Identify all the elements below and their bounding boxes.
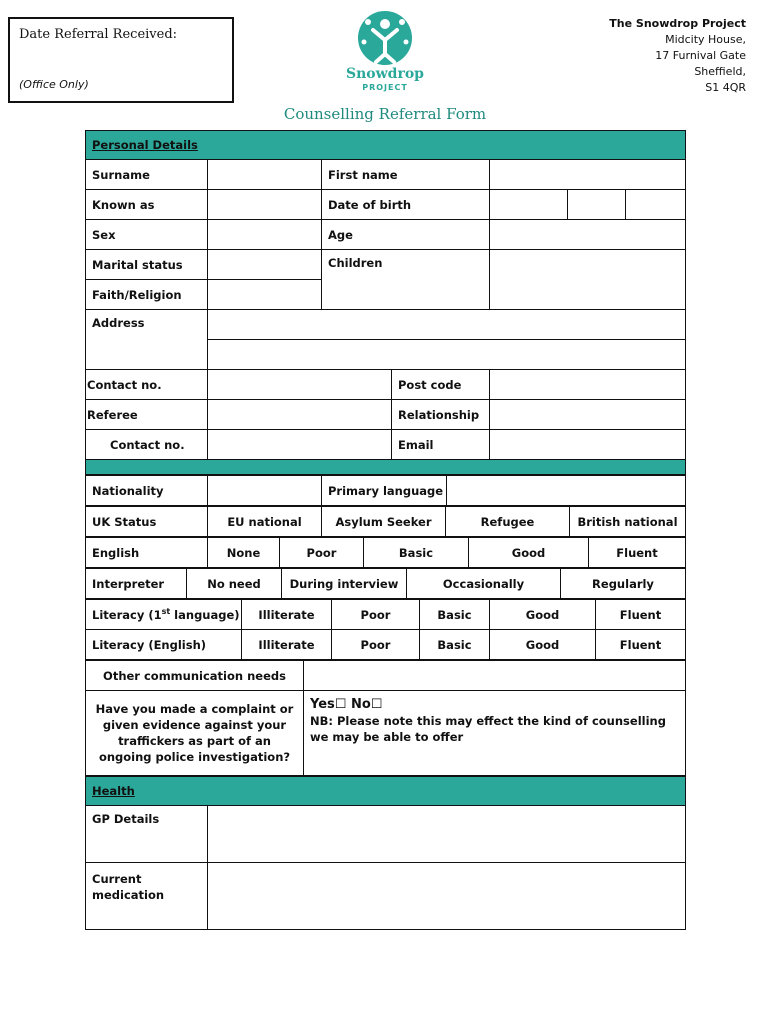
address-line: Sheffield, [694, 65, 746, 78]
referral-form [85, 130, 685, 930]
interpreter-option-no-need[interactable]: No need [187, 569, 282, 599]
interpreter-option-during[interactable]: During interview [282, 569, 407, 599]
uk-option-british[interactable]: British national [570, 507, 686, 537]
interpreter-option-regularly[interactable]: Regularly [561, 569, 686, 599]
children-label: Children [322, 250, 490, 310]
age-field[interactable] [490, 220, 686, 250]
sex-field[interactable] [208, 220, 322, 250]
uk-option-refugee[interactable]: Refugee [446, 507, 570, 537]
address-label: Address [86, 310, 208, 370]
uk-option-eu[interactable]: EU national [208, 507, 322, 537]
relationship-label: Relationship [392, 400, 490, 430]
known-as-label: Known as [86, 190, 208, 220]
surname-field[interactable] [208, 160, 322, 190]
postcode-label: Post code [392, 370, 490, 400]
literacy-english-option-illiterate[interactable]: Illiterate [242, 630, 332, 660]
complaint-question: Have you made a complaint or given evidence against your traffickers as part of an ongoing police investigation? [86, 691, 304, 776]
literacy-english-option-basic[interactable]: Basic [420, 630, 490, 660]
gp-details-label: GP Details [86, 806, 208, 863]
gp-details-field[interactable] [208, 806, 686, 863]
primary-language-label: Primary language [322, 476, 447, 506]
other-needs-label: Other communication needs [86, 661, 304, 691]
surname-label: Surname [86, 160, 208, 190]
english-table [85, 537, 686, 568]
communication-table [85, 660, 686, 776]
relationship-field[interactable] [490, 400, 686, 430]
first-name-field[interactable] [490, 160, 686, 190]
english-option-none[interactable]: None [208, 538, 280, 568]
email-field[interactable] [490, 430, 686, 460]
current-medication-label: Current medication [86, 863, 208, 930]
interpreter-option-occasionally[interactable]: Occasionally [407, 569, 561, 599]
dob-month-field[interactable] [568, 190, 626, 220]
yes-no-checkboxes[interactable]: Yes☐ No☐ [310, 697, 383, 712]
literacy-table [85, 599, 686, 660]
primary-language-field[interactable] [447, 476, 686, 506]
literacy-first-option-illiterate[interactable]: Illiterate [242, 600, 332, 630]
english-option-good[interactable]: Good [469, 538, 589, 568]
address-field-line2[interactable] [208, 340, 686, 370]
section-header-personal: Personal Details [86, 131, 686, 160]
org-address [609, 16, 746, 96]
address-field-line1[interactable] [208, 310, 686, 340]
interpreter-label: Interpreter [86, 569, 187, 599]
referee-contact-label: Contact no. [86, 430, 208, 460]
nationality-table [85, 475, 686, 506]
literacy-english-option-good[interactable]: Good [490, 630, 596, 660]
health-table [85, 776, 686, 930]
office-only-note: (Office Only) [19, 78, 89, 91]
literacy-english-label: Literacy (English) [86, 630, 242, 660]
literacy-first-option-fluent[interactable]: Fluent [596, 600, 686, 630]
sex-label: Sex [86, 220, 208, 250]
english-option-basic[interactable]: Basic [364, 538, 469, 568]
complaint-answer-cell [304, 691, 686, 776]
dob-label: Date of birth [322, 190, 490, 220]
address-line: S1 4QR [705, 81, 746, 94]
other-needs-field[interactable] [304, 661, 686, 691]
interpreter-table [85, 568, 686, 599]
uk-status-table [85, 506, 686, 537]
snowdrop-logo [340, 10, 430, 95]
address-line: Midcity House, [665, 33, 746, 46]
personal-details-table [85, 130, 686, 475]
marital-status-field[interactable] [208, 250, 322, 280]
uk-option-asylum[interactable]: Asylum Seeker [322, 507, 446, 537]
known-as-field[interactable] [208, 190, 322, 220]
children-field[interactable] [490, 250, 686, 310]
english-option-poor[interactable]: Poor [280, 538, 364, 568]
faith-label: Faith/Religion [86, 280, 208, 310]
section-header-health: Health [86, 777, 686, 806]
referee-contact-field[interactable] [208, 430, 392, 460]
contact-label: Contact no. [86, 370, 208, 400]
logo-subtitle: PROJECT [362, 83, 408, 92]
english-label: English [86, 538, 208, 568]
age-label: Age [322, 220, 490, 250]
faith-field[interactable] [208, 280, 322, 310]
contact-field[interactable] [208, 370, 392, 400]
current-medication-field[interactable] [208, 863, 686, 930]
date-referral-label: Date Referral Received: [19, 27, 178, 42]
section-divider [86, 460, 686, 475]
office-only-box [8, 17, 234, 103]
literacy-first-option-good[interactable]: Good [490, 600, 596, 630]
address-line: 17 Furnival Gate [655, 49, 746, 62]
dob-day-field[interactable] [490, 190, 568, 220]
nationality-label: Nationality [86, 476, 208, 506]
literacy-first-label: Literacy (1st language) [86, 600, 242, 630]
referee-label: Referee [86, 400, 208, 430]
literacy-english-option-poor[interactable]: Poor [332, 630, 420, 660]
snowdrop-logo-icon [340, 10, 430, 66]
postcode-field[interactable] [490, 370, 686, 400]
dob-year-field[interactable] [626, 190, 686, 220]
english-option-fluent[interactable]: Fluent [589, 538, 686, 568]
complaint-note: NB: Please note this may effect the kind of counselling we may be able to offer [310, 714, 666, 744]
org-name: The Snowdrop Project [609, 17, 746, 30]
uk-status-label: UK Status [86, 507, 208, 537]
literacy-first-option-poor[interactable]: Poor [332, 600, 420, 630]
referee-field[interactable] [208, 400, 392, 430]
literacy-english-option-fluent[interactable]: Fluent [596, 630, 686, 660]
logo-name: Snowdrop [346, 66, 424, 82]
form-title: Counselling Referral Form [283, 105, 487, 123]
nationality-field[interactable] [208, 476, 322, 506]
email-label: Email [392, 430, 490, 460]
literacy-first-option-basic[interactable]: Basic [420, 600, 490, 630]
marital-status-label: Marital status [86, 250, 208, 280]
first-name-label: First name [322, 160, 490, 190]
